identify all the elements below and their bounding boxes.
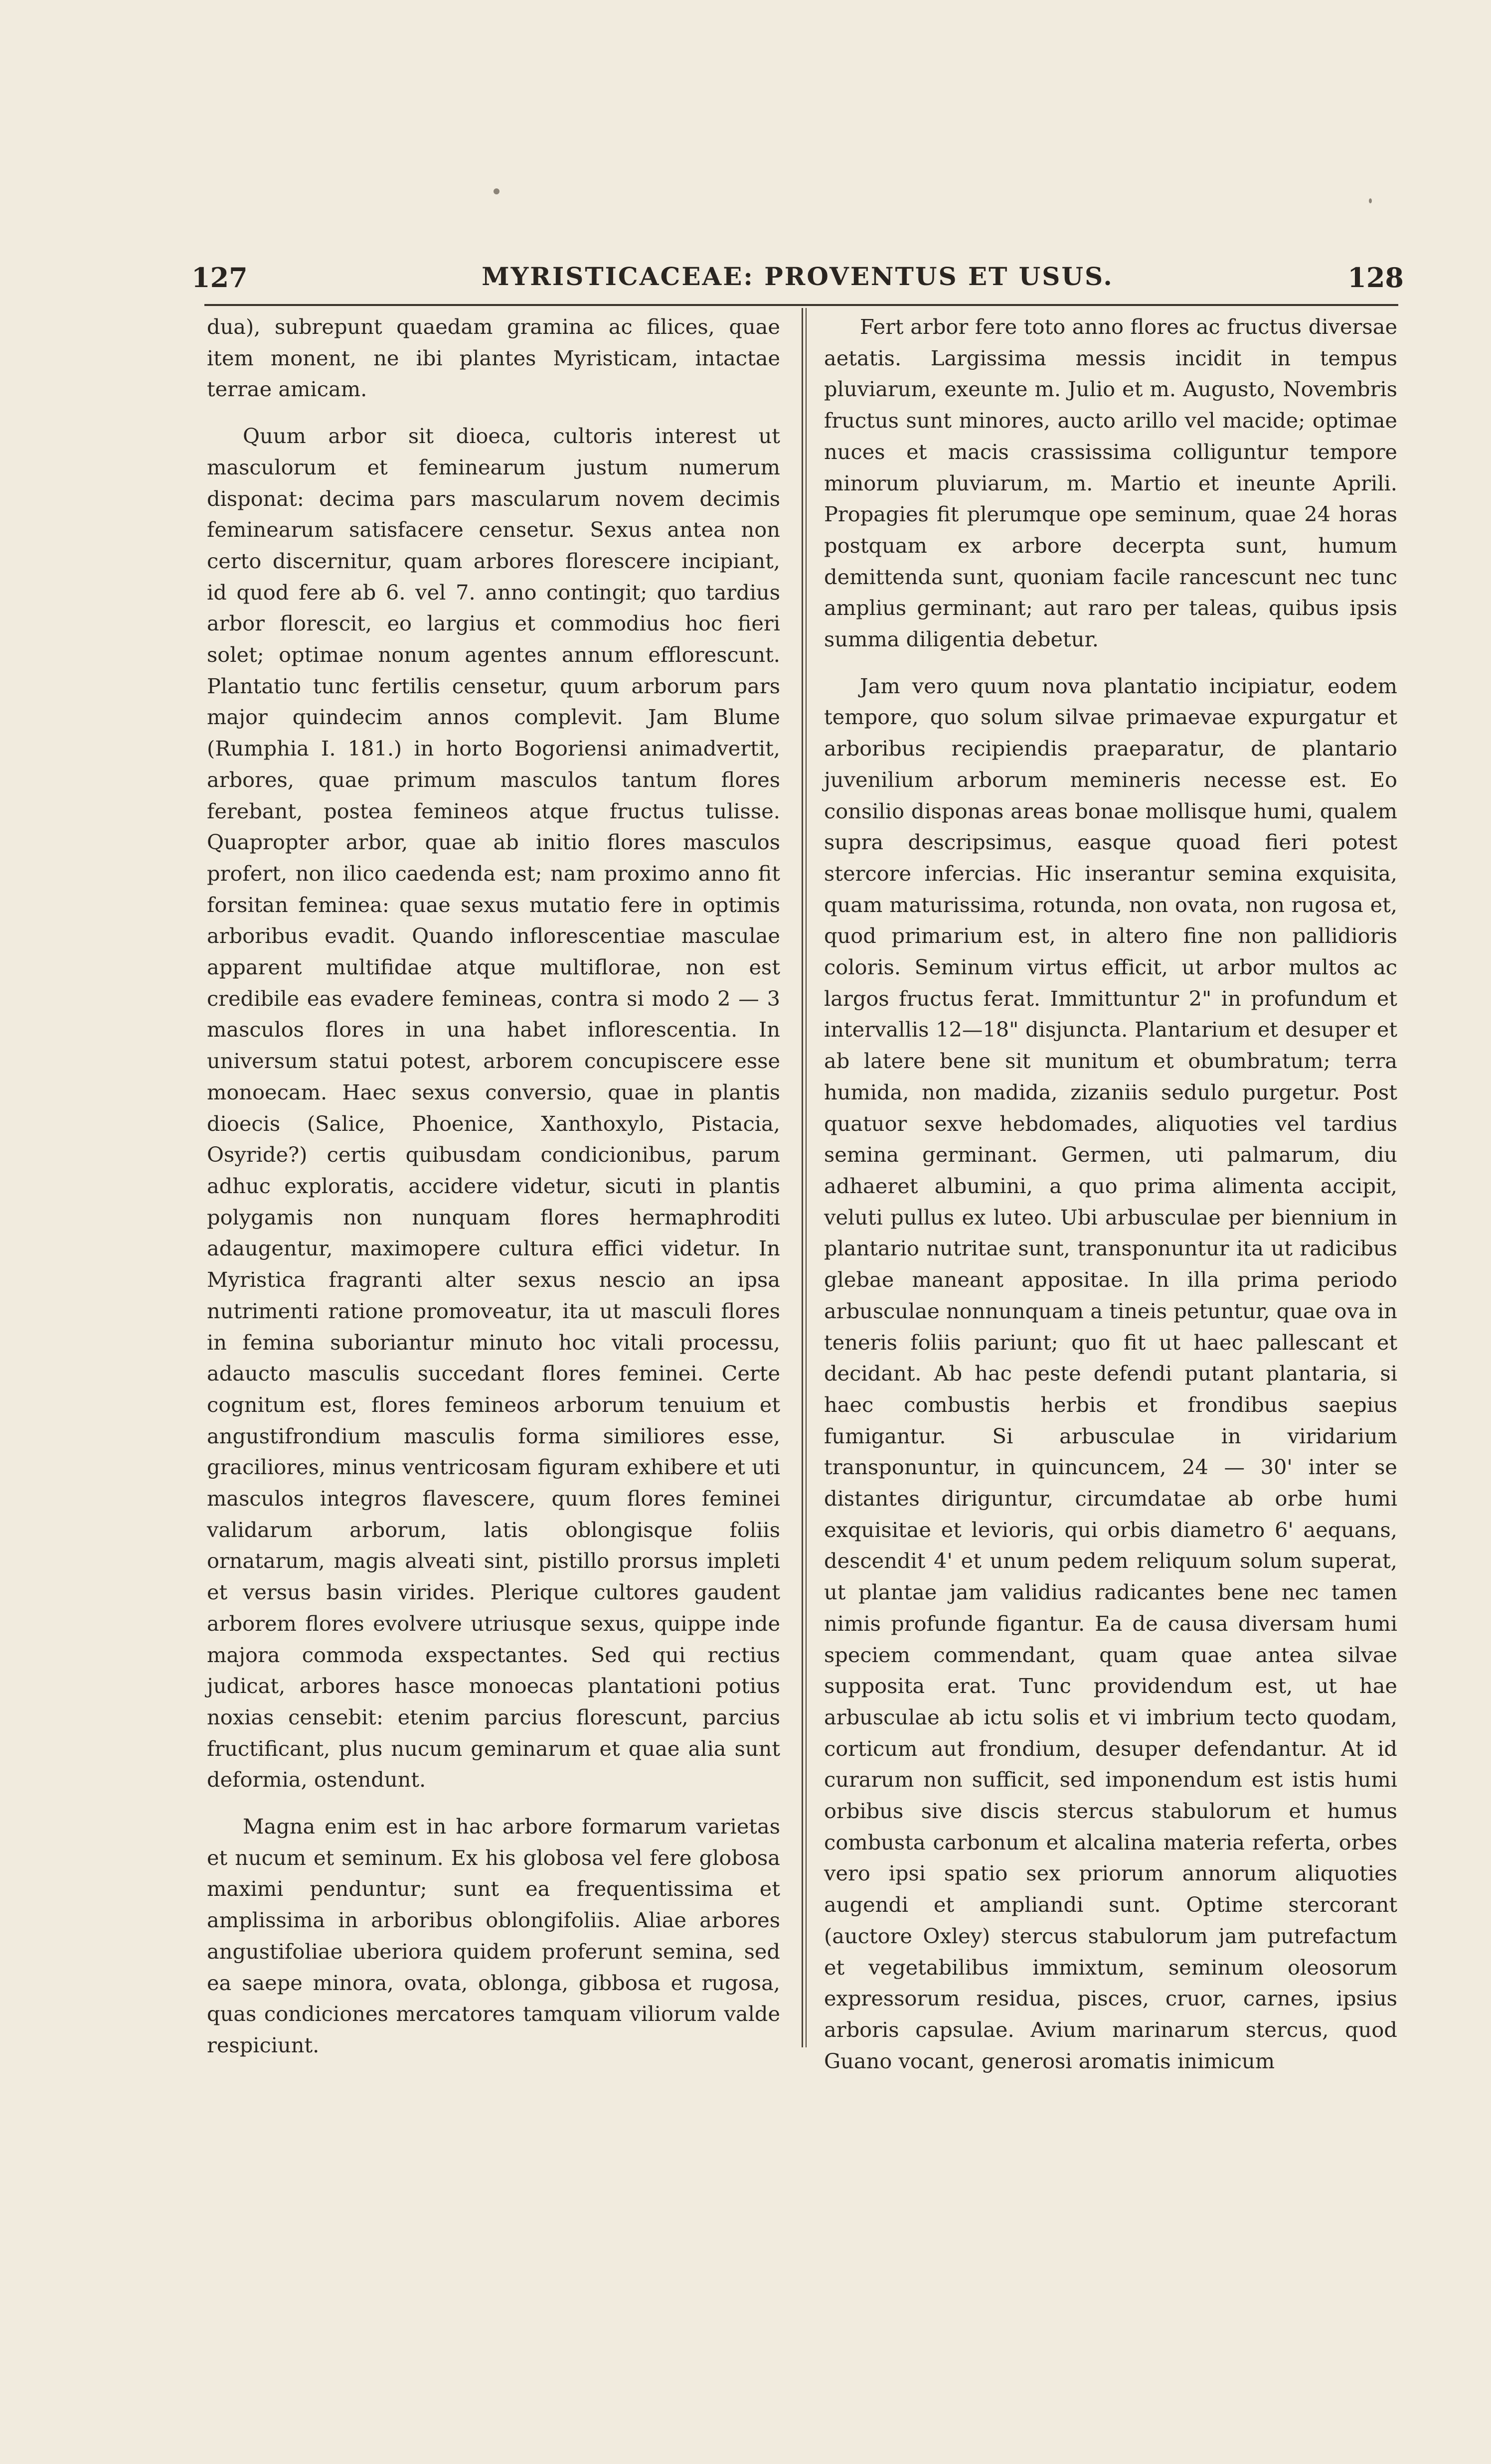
paragraph: Fert arbor fere toto anno flores ac fructus diversae aetatis. Largissima messis incidit in tempus pluviarum, exeunte m. Julio et m. Augusto, Novembris fructus sunt minores, aucto arillo vel macide; optimae nuces et macis crassissima colliguntur tempore minorum pluviarum, m. Martio et ineunte Aprili. Propagies fit plerumque ope seminum, quae 24 horas postquam ex arbore decerpta sunt, humum demittenda sunt, quoniam facile rancescunt nec tunc amplius germinant; aut raro per taleas, quibus ipsis summa diligentia debetur. bbox=[824, 314, 1397, 652]
paper-speck bbox=[494, 188, 499, 194]
header-rule bbox=[204, 304, 1398, 306]
paragraph: dua), subrepunt quaedam gramina ac filices, quae item monent, ne ibi plantes Myristicam, intactae terrae amicam. bbox=[207, 314, 780, 402]
left-page-number: 127 bbox=[191, 262, 248, 294]
paragraph: Quum arbor sit dioeca, cultoris interest ut masculorum et feminearum justum numerum disponat: decima pars mascularum novem decimis feminearum satisfacere censetur. Sexus antea non certo discernitur, quam arbores florescere incipiant, id quod fere ab 6. vel 7. anno contingit; quo tardius arbor florescit, eo largius et commodius hoc fieri solet; optimae nonum agentes annum efflorescunt. Plantatio tunc fertilis censetur, quum arborum pars major quindecim annos complevit. Jam Blume (Rumphia I. 181.) in horto Bogoriensi animadvertit, arbores, quae primum masculos tantum flores ferebant, postea femineos atque fructus tulisse. Quapropter arbor, quae ab initio flores masculos profert, non ilico caedenda est; nam proximo anno fit forsitan feminea: quae sexus mutatio fere in optimis arboribus evadit. Quando inflorescentiae masculae apparent multifidae atque multiflorae, non est credibile eas evadere femineas, contra si modo 2 — 3 masculos flores in una habet inflorescentia. In universum statui potest, arborem concupiscere esse monoecam. Haec sexus conversio, quae in plantis dioecis (Salice, Phoenice, Xanthoxylo, Pistacia, Osyride?) certis quibusdam condicionibus, parum adhuc exploratis, accidere videtur, sicuti in plantis polygamis non nunquam flores hermaphroditi adaugentur, maximopere cultura effici videtur. In Myristica fragranti alter sexus nescio an ipsa nutrimenti ratione promoveatur, ita ut masculi flores in femina suboriantur minuto hoc vitali processu, adaucto masculis succedant flores feminei. Certe cognitum est, flores femineos arborum tenuium et angustifrondium masculis forma similiores esse, graciliores, minus ventricosam figuram exhibere et uti masculos integros flavescere, quum flores feminei validarum arborum, latis oblongisque foliis ornatarum, magis alveati sint, pistillo prorsus impleti et versus basin virides. Plerique cultores gaudent arborem flores evolvere utriusque sexus, quippe inde majora commoda exspectantes. Sed qui rectius judicat, arbores hasce monoecas plantationi potius noxias censebit: etenim parcius florescunt, parcius fructificant, plus nucum geminarum et quae alia sunt deformia, ostendunt. bbox=[207, 424, 780, 1792]
paragraph: Jam vero quum nova plantatio incipiatur, eodem tempore, quo solum silvae primaevae expurgatur et arboribus recipiendis praeparatur, de plantario juvenilium arborum memineris necesse est. Eo consilio disponas areas bonae mollisque humi, qualem supra descripsimus, easque quoad fieri potest stercore infercias. Hic inserantur semina exquisita, quam maturissima, rotunda, non ovata, non rugosa et, quod primarium est, in altero fine non pallidioris coloris. Seminum virtus efficit, ut arbor multos ac largos fructus ferat. Immittuntur 2" in profundum et intervallis 12—18" disjuncta. Plantarium et desuper et ab latere bene sit munitum et obumbratum; terra humida, non madida, zizaniis sedulo purgetur. Post quatuor sexve hebdomades, aliquoties vel tardius semina germinant. Germen, uti palmarum, diu adhaeret albumini, a quo prima alimenta accipit, veluti pullus ex luteo. Ubi arbusculae per biennium in plantario nutritae sunt, transponuntur ita ut radicibus glebae maneant appositae. In illa prima periodo arbusculae nonnunquam a tineis petuntur, quae ova in teneris foliis pariunt; quo fit ut haec pallescant et decidant. Ab hac peste defendi putant plantaria, si haec combustis herbis et frondibus saepius fumigantur. Si arbusculae in viridarium transponuntur, in quincuncem, 24 — 30' inter se distantes diriguntur, circumdatae ab orbe humi exquisitae et levioris, qui orbis diametro 6' aequans, descendit 4' et unum pedem reliquum solum superat, ut plantae jam validius radicantes bene nec tamen nimis profunde figantur. Ea de causa diversam humi speciem commendant, quam quae antea silvae supposita erat. Tunc providendum est, ut hae arbusculae ab ictu solis et vi imbrium tecto quodam, corticum aut frondium, desuper defendantur. At id curarum non sufficit, sed imponendum est istis humi orbibus sive discis stercus stabulorum et humus combusta carbonum et alcalina materia referta, orbes vero ipsi spatio sex priorum annorum aliquoties augendi et ampliandi sunt. Optime stercorant (auctore Oxley) stercus stabulorum jam putrefactum et vegetabilibus immixtum, seminum oleosorum expressorum residua, pisces, cruor, carnes, ipsius arboris capsulae. Avium marinarum stercus, quod Guano vocant, generosi aromatis inimicum bbox=[824, 673, 1397, 2073]
column-divider bbox=[806, 308, 807, 2047]
paragraph: Magna enim est in hac arbore formarum varietas et nucum et seminum. Ex his globosa vel fere globosa maximi penduntur; sunt ea frequentissima et amplissima in arboribus oblongifoliis. Aliae arbores angustifoliae uberiora quidem proferunt semina, sed ea saepe minora, ovata, oblonga, gibbosa et rugosa, quas condiciones mercatores tamquam viliorum valde respiciunt. bbox=[207, 1814, 780, 2057]
left-column bbox=[207, 311, 780, 2061]
running-title: MYRISTICACEAE: PROVENTUS ET USUS. bbox=[482, 262, 1114, 291]
right-page-number: 128 bbox=[1347, 262, 1404, 294]
paper-speck bbox=[1369, 198, 1372, 203]
running-header bbox=[191, 262, 1404, 297]
column-divider bbox=[802, 308, 803, 2047]
right-column bbox=[824, 311, 1397, 2077]
